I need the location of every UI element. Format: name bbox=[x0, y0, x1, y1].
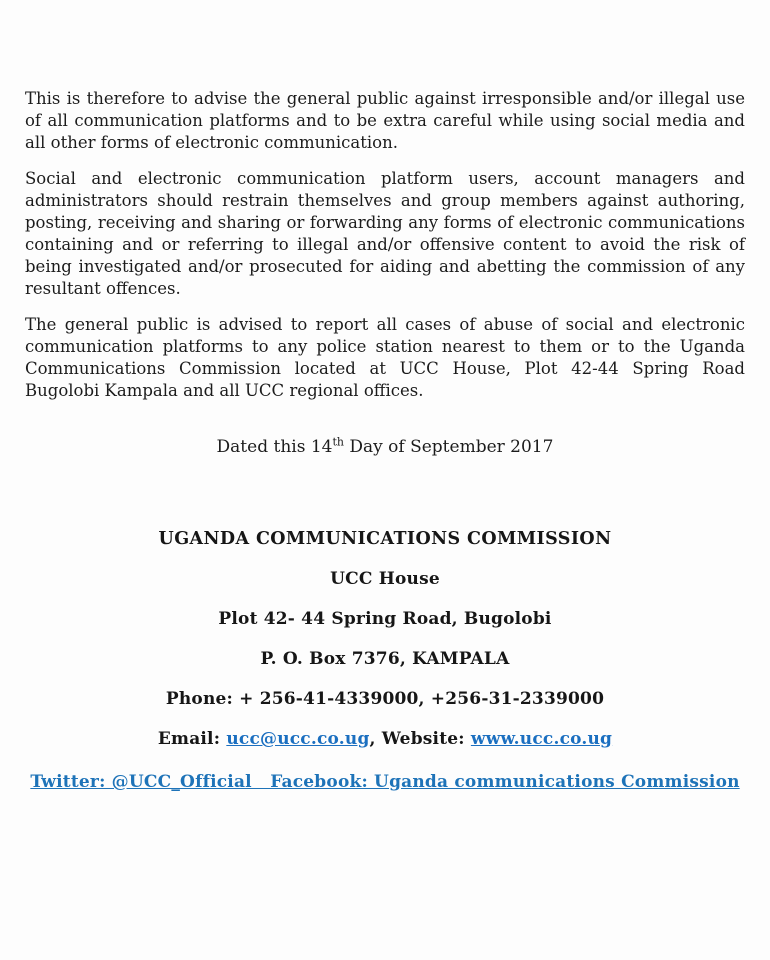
website-label: Website: bbox=[381, 729, 471, 749]
dated-line bbox=[25, 436, 745, 458]
phone-numbers: Phone: + 256-41-4339000, +256-31-2339000 bbox=[165, 689, 605, 709]
paragraph-platform-users: Social and electronic communication platform users, account managers and administrators should restrain themselves and group members against authoring, posting, receiving and sharing or forwarding any forms of electronic communications containing and or referring to illegal and/or offensive content to avoid the risk of being investigated and/or prosecuted for aiding and abetting the commission of any resultant offences. bbox=[25, 169, 745, 298]
building-name: UCC House bbox=[330, 569, 440, 589]
email-website-separator: , bbox=[369, 729, 382, 749]
dated-line-prefix: Dated this 14 bbox=[216, 437, 333, 457]
po-box: P. O. Box 7376, KAMPALA bbox=[260, 649, 510, 669]
email-label: Email: bbox=[157, 729, 227, 749]
email-website-line bbox=[25, 728, 745, 750]
website-link[interactable]: www.ucc.co.ug bbox=[470, 729, 613, 749]
paragraph-report-abuse: The general public is advised to report all cases of abuse of social and electronic communication platforms to any police station nearest to them or to the Uganda Communications Commission located at UCC House, Plot 42-44 Spring Road Bugolobi Kampala and all UCC regional offices. bbox=[25, 315, 745, 400]
dated-line-suffix: Day of September 2017 bbox=[343, 437, 554, 457]
email-link[interactable]: ucc@ucc.co.ug bbox=[226, 729, 370, 749]
paragraph-advisory: This is therefore to advise the general public against irresponsible and/or illegal use of all communication platforms and to be extra careful while using social media and all other forms of electronic communication. bbox=[25, 89, 745, 152]
dated-line-ordinal-suffix: th bbox=[332, 435, 344, 449]
contact-block bbox=[25, 528, 745, 793]
street-address: Plot 42- 44 Spring Road, Bugolobi bbox=[218, 609, 552, 629]
social-media-line[interactable]: Twitter: @UCC_Official Facebook: Uganda communications Commission bbox=[30, 772, 740, 792]
organization-name: UGANDA COMMUNICATIONS COMMISSION bbox=[158, 529, 612, 549]
